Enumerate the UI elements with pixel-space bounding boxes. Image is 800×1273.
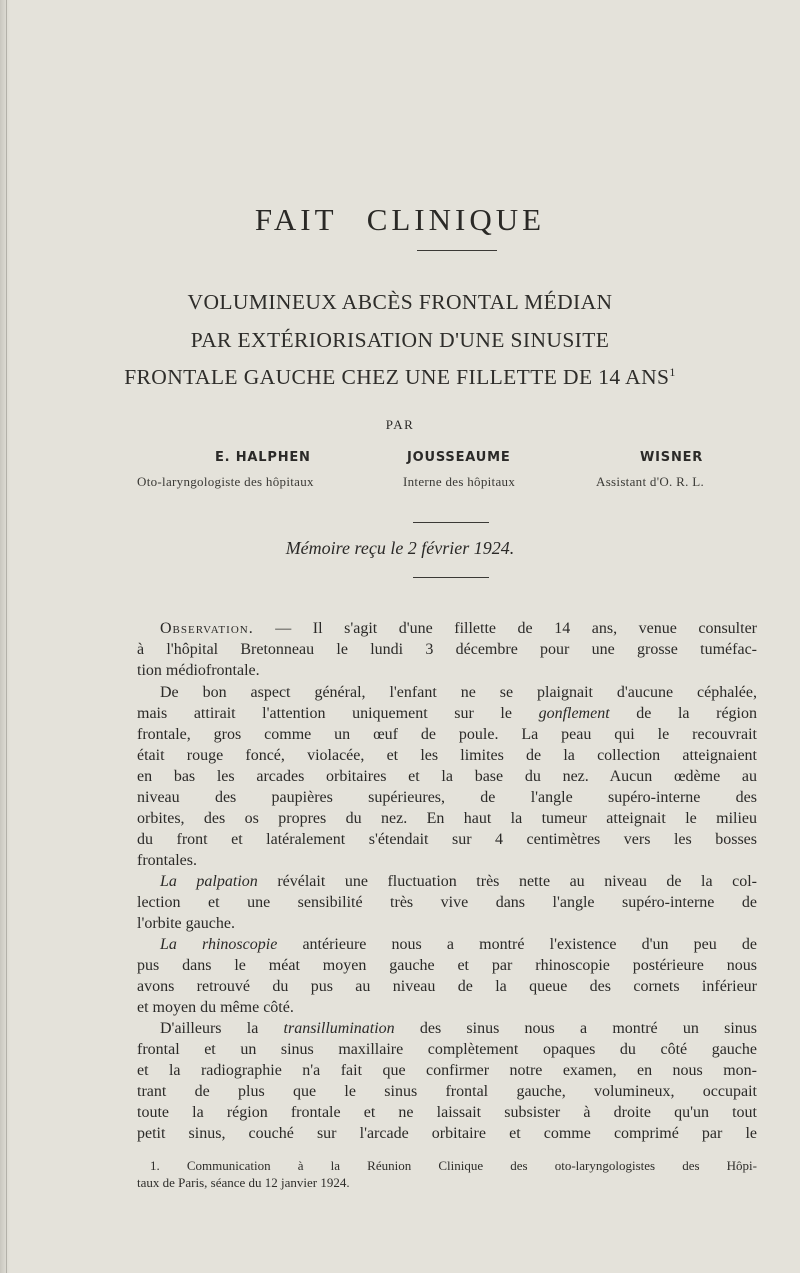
- author-role-wisner: Assistant d'O. R. L.: [596, 474, 705, 489]
- footnote-line: 1. Communication à la Réunion Clinique des oto-laryngologistes des Hôpi-: [150, 1158, 757, 1173]
- author-name-halphen: E. HALPHEN: [215, 450, 311, 465]
- body-line: en bas les arcades orbitaires et la base du nez. Aucun œdème au: [137, 768, 757, 785]
- body-line: petit sinus, couché sur l'arcade orbitaire et comme comprimé par le: [137, 1125, 757, 1142]
- received-date: Mémoire reçu le 2 février 1924.: [285, 538, 515, 558]
- body-line: La rhinoscopie antérieure nous a montré l'existence d'un peu de: [160, 936, 758, 953]
- page-edge: [0, 0, 10, 1273]
- divider-top: [417, 250, 497, 251]
- body-line: orbites, des os propres du nez. En haut la tumeur atteignait le milieu: [137, 810, 757, 827]
- body-line: trant de plus que le sinus frontal gauche, volumineux, occupait: [137, 1083, 757, 1100]
- footnote-line: taux de Paris, séance du 12 janvier 1924.: [137, 1175, 350, 1190]
- article-title-line-1: VOLUMINEUX ABCÈS FRONTAL MÉDIAN: [187, 290, 613, 314]
- body-line: toute la région frontale et ne laissait subsister à droite qu'un tout: [137, 1104, 757, 1121]
- body-line: Observation. — Il s'agit d'une fillette de 14 ans, venue consulter: [160, 620, 757, 637]
- body-line: lection et une sensibilité très vive dans l'angle supéro-interne de: [137, 894, 757, 911]
- body-line: tion médiofrontale.: [137, 662, 260, 679]
- section-title: FAIT CLINIQUE: [254, 202, 546, 237]
- byline-par: PAR: [385, 417, 415, 432]
- body-line: avons retrouvé du pus au niveau de la queue des cornets inférieur: [137, 978, 757, 995]
- body-line: l'orbite gauche.: [137, 915, 235, 932]
- article-title-line-3: [0, 366, 800, 389]
- article-title-line-2: PAR EXTÉRIORISATION D'UNE SINUSITE: [190, 328, 610, 352]
- body-line: pus dans le méat moyen gauche et par rhinoscopie postérieure nous: [137, 957, 757, 974]
- body-line: niveau des paupières supérieures, de l'angle supéro-interne des: [137, 789, 757, 806]
- body-line: et la radiographie n'a fait que confirmer notre examen, en nous mon-: [137, 1062, 757, 1079]
- author-role-halphen: Oto-laryngologiste des hôpitaux: [137, 474, 314, 489]
- body-line: D'ailleurs la transillumination des sinus nous a montré un sinus: [160, 1020, 757, 1037]
- author-name-jousseaume: JOUSSEAUME: [407, 450, 511, 465]
- author-name-wisner: WISNER: [640, 450, 704, 465]
- body-line: du front et latéralement s'étendait sur 4 centimètres vers les bosses: [137, 831, 757, 848]
- author-role-jousseaume: Interne des hôpitaux: [403, 474, 516, 489]
- body-line: frontal et un sinus maxillaire complètement opaques du côté gauche: [137, 1041, 757, 1058]
- body-line: La palpation révélait une fluctuation très nette au niveau de la col-: [160, 873, 758, 890]
- body-line: frontale, gros comme un œuf de poule. La peau qui le recouvrait: [137, 726, 757, 743]
- divider-bottom: [413, 577, 489, 578]
- footnote-mark: 1: [669, 365, 676, 379]
- body-line: et moyen du même côté.: [137, 999, 294, 1016]
- body-line: à l'hôpital Bretonneau le lundi 3 décembre pour une grosse tuméfac-: [137, 641, 757, 658]
- article-title-line-3-text: FRONTALE GAUCHE CHEZ UNE FILLETTE DE 14 ANS: [124, 365, 670, 390]
- body-line: mais attirait l'attention uniquement sur le gonflement de la région: [137, 705, 757, 722]
- body-line: était rouge foncé, violacée, et les limites de la collection atteignaient: [137, 747, 757, 764]
- body-line: De bon aspect général, l'enfant ne se plaignait d'aucune céphalée,: [160, 684, 757, 701]
- body-line: frontales.: [137, 852, 197, 869]
- observation-label: Observation.: [160, 620, 254, 637]
- divider-middle: [413, 522, 489, 523]
